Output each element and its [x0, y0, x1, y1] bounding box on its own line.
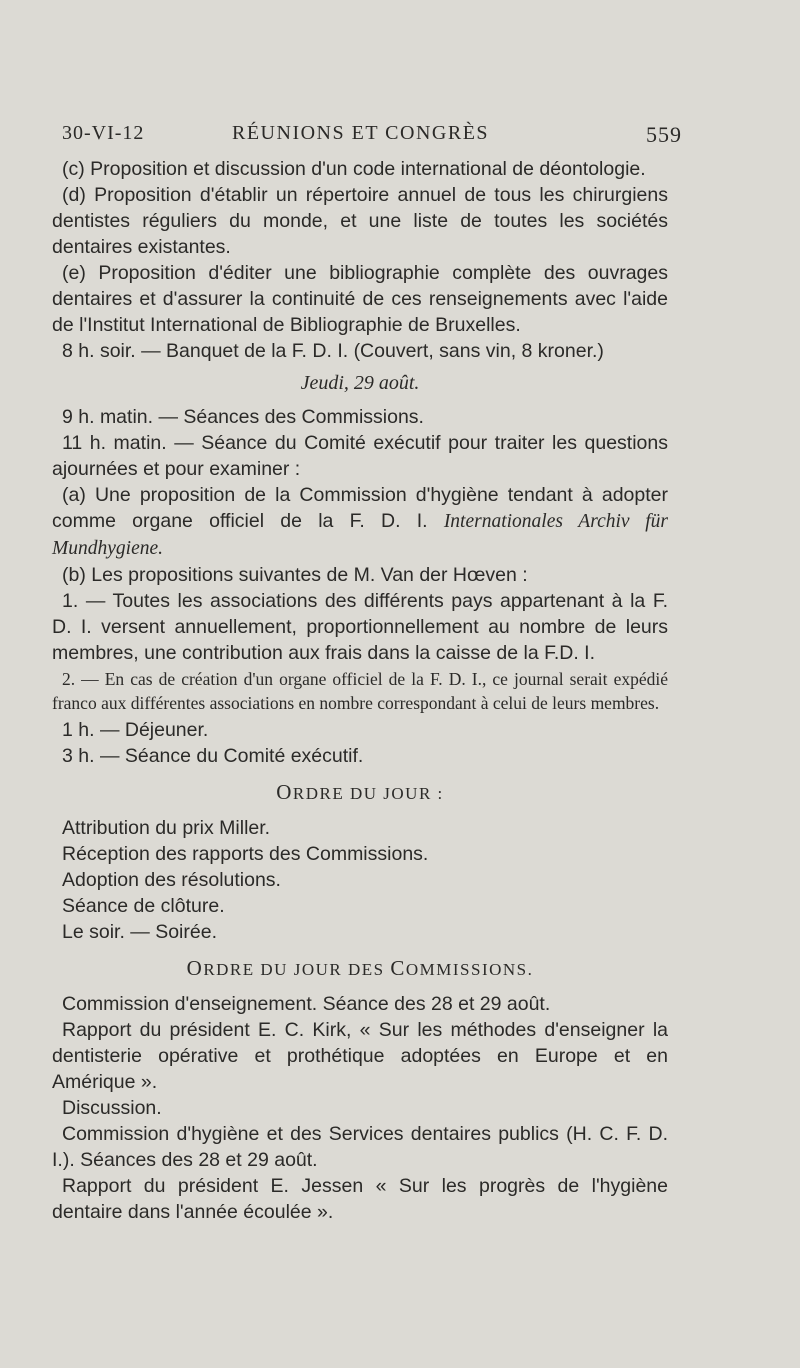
paragraph-e: (e) Proposition d'éditer une bibliographie complète des ouvrages dentaires et d'assurer la continuité de ces renseignements avec l'aide de l'Institut International de Bibliographie de Bruxelles.: [52, 262, 668, 336]
paragraph-b: (b) Les propositions suivantes de M. Van der Hœven :: [62, 564, 528, 586]
ordre-du-jour-heading: ORDRE DU JOUR :: [276, 780, 444, 804]
kirk-report: Rapport du président E. C. Kirk, « Sur les méthodes d'enseigner la dentisterie opérative et prothétique adoptées en Europe et en Amérique ».: [52, 1019, 668, 1093]
ordre-item: Le soir. — Soirée.: [62, 921, 217, 943]
ordre-item: Réception des rapports des Commissions.: [62, 843, 429, 865]
jessen-report: Rapport du président E. Jessen « Sur les progrès de l'hygiène dentaire dans l'année écoulée ».: [52, 1175, 668, 1223]
ordre-commissions-heading: ORDRE DU JOUR DES COMMISSIONS.: [186, 956, 534, 980]
paragraph-a-text: (a) Une proposition de la Commission d'hygiène tendant à adopter comme organe officiel de la F. D. I.: [52, 484, 668, 532]
ordre-item: Adoption des résolutions.: [62, 869, 281, 891]
running-header: [62, 122, 682, 152]
proposal-1: 1. — Toutes les associations des différents pays appartenant à la F. D. I. versent annuellement, proportionnellement au nombre de leurs membres, une contribution aux frais dans la caisse de la F.D. I.: [52, 590, 668, 664]
page-number: 559: [646, 122, 682, 147]
header-date-code: 30-VI-12: [62, 122, 145, 144]
banquet-line: 8 h. soir. — Banquet de la F. D. I. (Couvert, sans vin, 8 kroner.): [62, 340, 604, 362]
enseignement-line: Commission d'enseignement. Séance des 28 et 29 août.: [62, 993, 551, 1015]
section-date: Jeudi, 29 août.: [300, 372, 420, 394]
dejeuner-line: 1 h. — Déjeuner.: [62, 719, 209, 741]
paragraph-d: (d) Proposition d'établir un répertoire annuel de tous les chirurgiens dentistes réguliers du monde, et une liste de toutes les sociétés dentaires existantes.: [52, 184, 668, 258]
ordre-item: Attribution du prix Miller.: [62, 817, 271, 839]
comite-paragraph: 11 h. matin. — Séance du Comité exécutif pour traiter les questions ajournées et pour examiner :: [52, 432, 668, 480]
hygiene-commission: Commission d'hygiène et des Services dentaires publics (H. C. F. D. I.). Séances des 28 et 29 août.: [52, 1123, 668, 1171]
seances-line: 9 h. matin. — Séances des Commissions.: [62, 406, 424, 428]
journal-title: Internationales Archiv für Mundhygiene.: [52, 511, 669, 559]
paragraph-c: (c) Proposition et discussion d'un code international de déontologie.: [62, 158, 646, 180]
page-body: [52, 156, 668, 1225]
ordre-item: Séance de clôture.: [62, 895, 225, 917]
proposal-2: 2. — En cas de création d'un organe officiel de la F. D. I., ce journal serait expédié franco aux différentes associations en nombre correspondant à celui de leurs membres.: [52, 669, 668, 713]
header-title: RÉUNIONS ET CONGRÈS: [232, 122, 490, 144]
seance-3h-line: 3 h. — Séance du Comité exécutif.: [62, 745, 364, 767]
discussion-line: Discussion.: [62, 1097, 162, 1119]
paragraph-a: [52, 482, 668, 562]
